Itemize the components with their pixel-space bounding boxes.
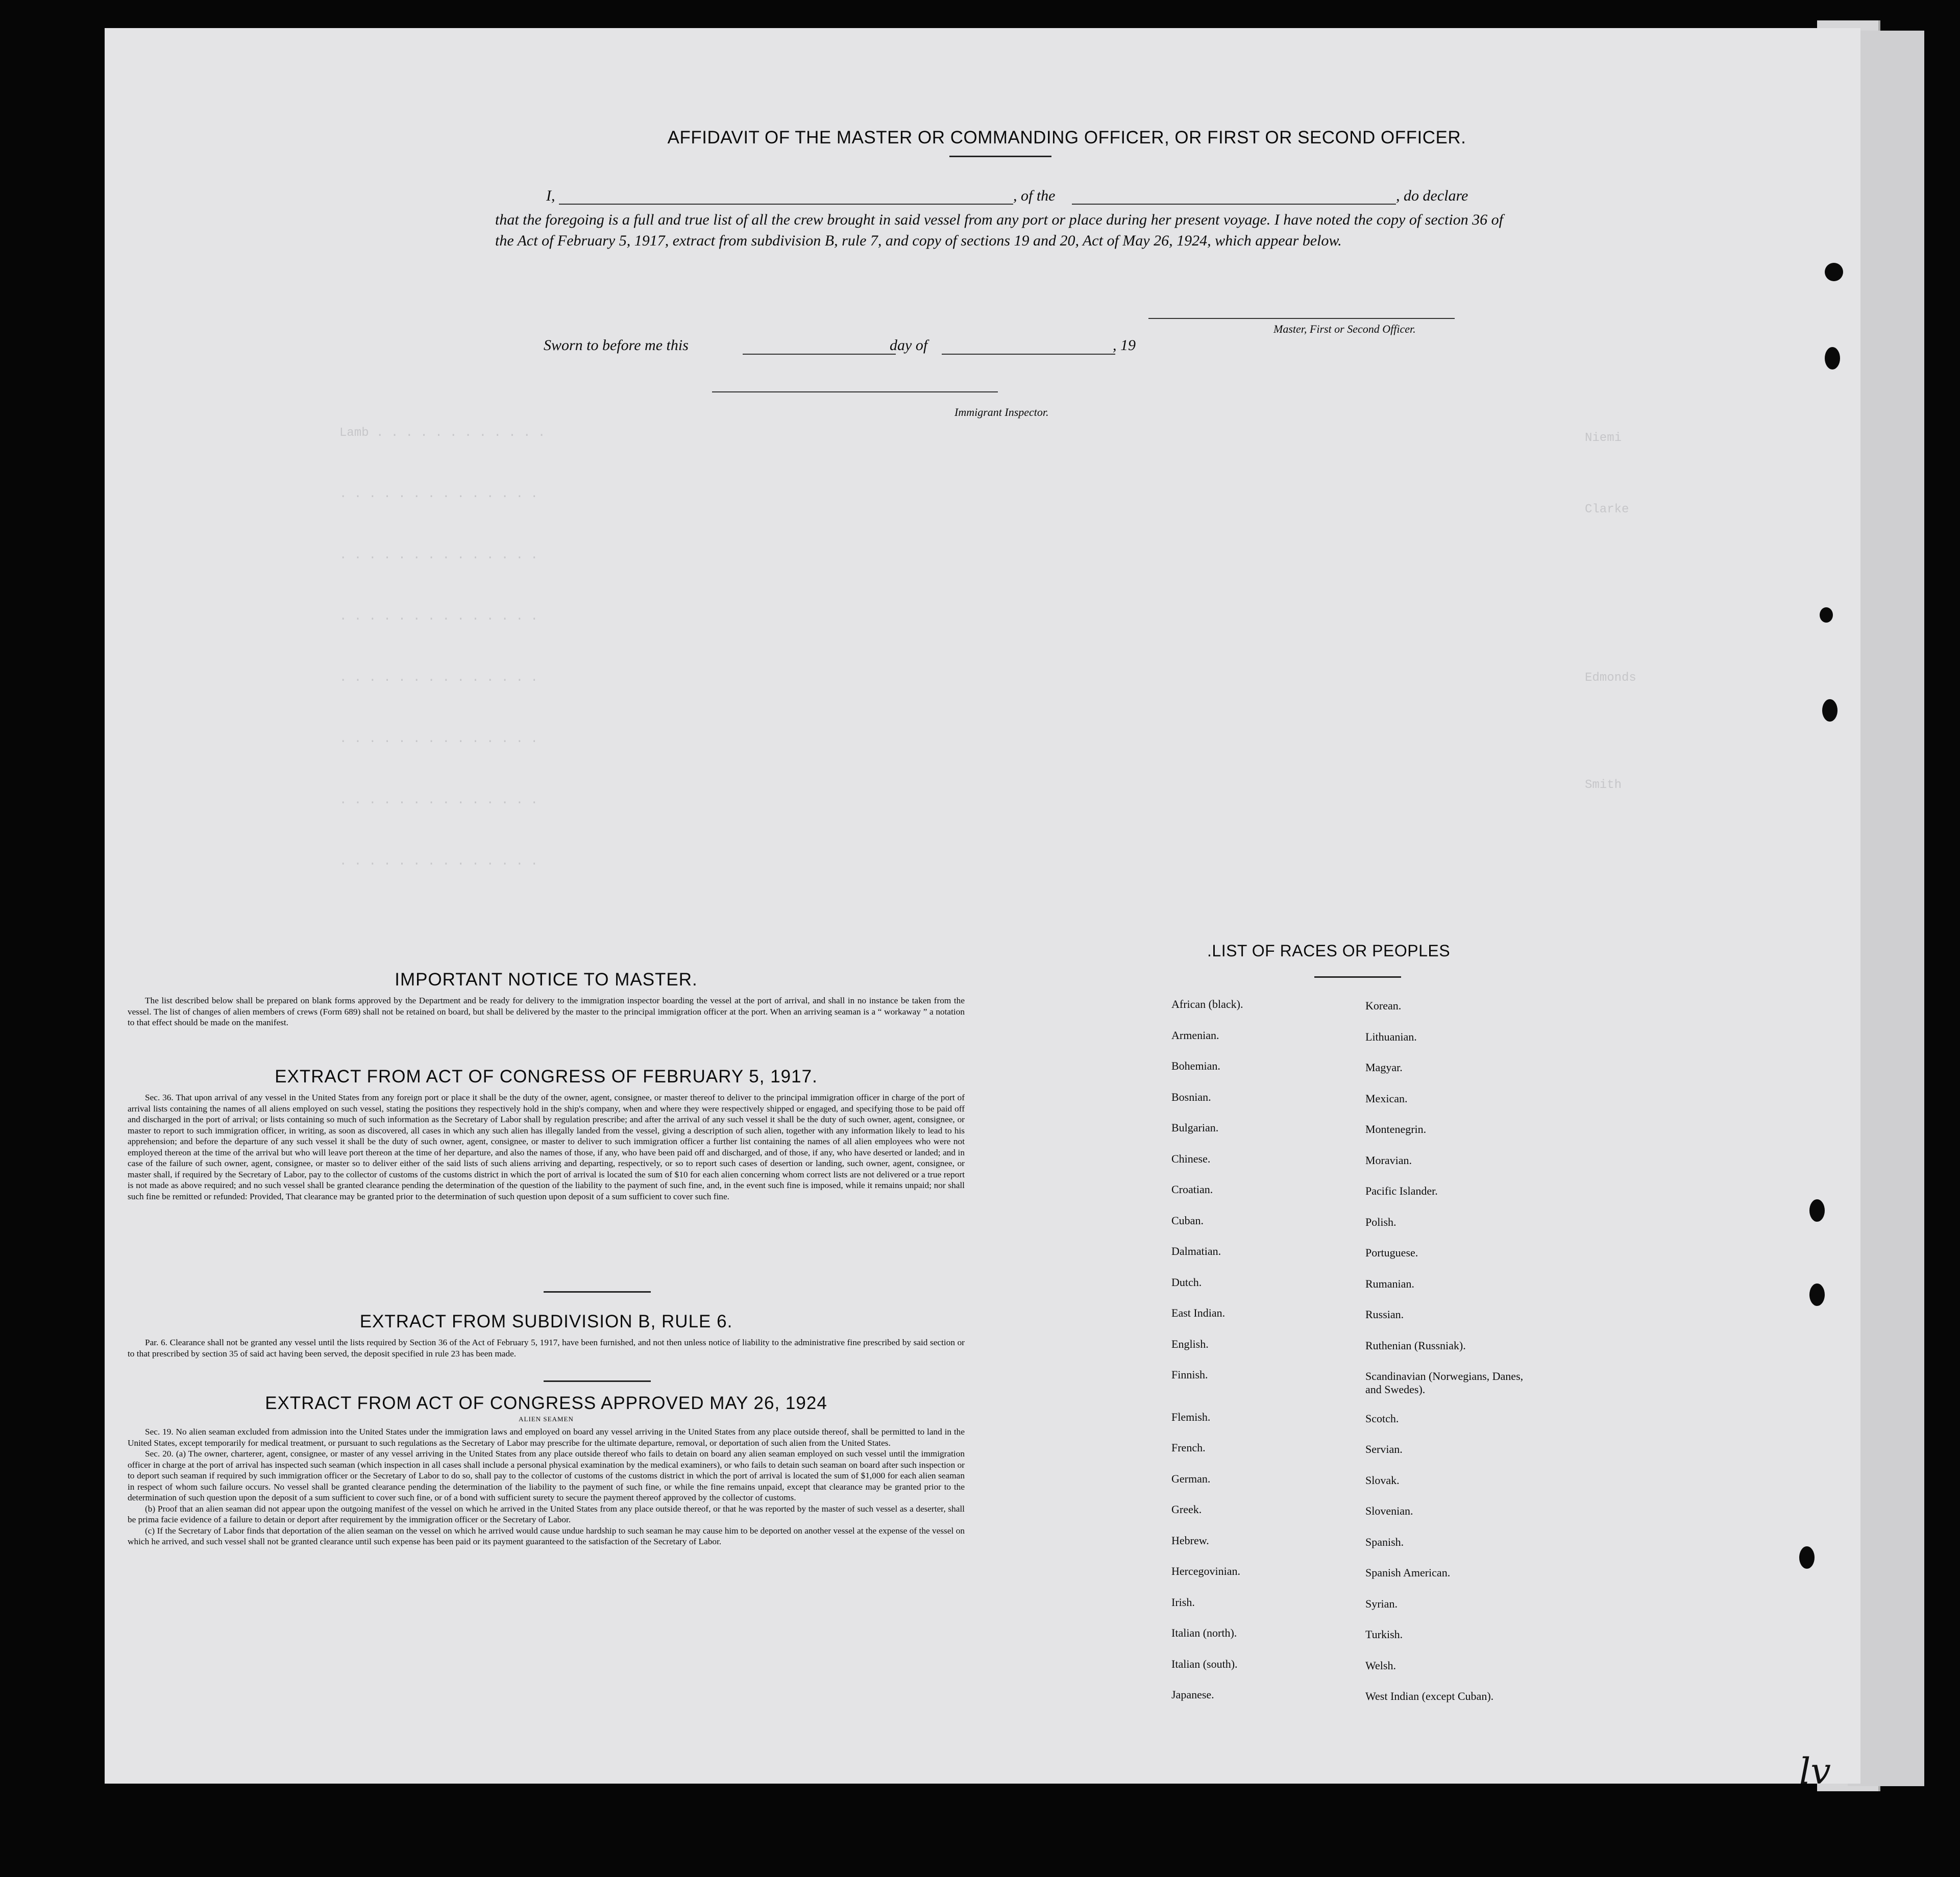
extract-1917-paragraph: Sec. 36. That upon arrival of any vessel in the United States from any foreign port or place it shall be the duty of the owner, agent, consignee, or master thereof to deliver to the principal immigration officer in charge of the port of arrival lists containing the names of all aliens employed on such vessel, stating the positions they respectively hold in the ship's company, when and where they were respectively shipped or engaged, and specifying those to be paid off and discharged in the port of arrival; or lists containing so much of such information as the Secretary of Labor shall by regulation prescribe; and after the arrival of any such vessel it shall be the duty of such owner, agent, consignee, or master to report to such immigration officer, in writing, as soon as discovered, all cases in which any such alien has illegally landed from the vessel, giving a description of such alien, together with any information likely to lead to his apprehension; and before the departure of any such vessel it shall be the duty of such owner, agent, consignee, or master to deliver to such immigration officer a further list containing the names of all alien employees who were not employed thereon at the time of the arrival but who will leave port thereon at the time of her departure, and also the names of those, if any, who have been paid off and discharged, and of those, if any, who have deserted or landed; and in case of the failure of such owner, agent, consignee, or master so to deliver either of the said lists of such aliens arriving and departing, respectively, or so to report such cases of desertion or landing, such owner, agent, consignee, or master shall, if required by the Secretary of Labor, pay to the collector of customs of the customs district in which the port of arrival is located the sum of $10 for each alien concerning whom correct lists are not delivered or a true report is not made as above required; and no such vessel shall be granted clearance pending the determination of the question of the liability to the payment of such fine, and, in the event such fine is imposed, while it remains unpaid; nor shall such fine be remitted or refunded: Provided, That clearance may be granted prior to the determination of such question upon deposit of a sum sufficient to cover such fine. [128, 1093, 965, 1201]
alien-seamen-label: ALIEN SEAMEN [519, 1415, 574, 1423]
race-item: French. [1171, 1441, 1206, 1454]
race-item: Spanish. [1365, 1535, 1404, 1548]
race-item: Cuban. [1171, 1214, 1204, 1227]
race-item: Greek. [1171, 1503, 1202, 1516]
extract-rule6-paragraph: Par. 6. Clearance shall not be granted any vessel until the lists required by Section 36 of the Act of February 5, 1917, have been furnished, and not then unless notice of liability to the administrative fine prescribed by said section or to that prescribed by section 35 of said act having been served, the deposit specified in rule 23 has been made. [128, 1338, 965, 1359]
race-item: Ruthenian (Russniak). [1365, 1339, 1466, 1352]
race-item: Japanese. [1171, 1688, 1214, 1701]
affidavit-line-start: I, [546, 187, 555, 204]
race-item: Armenian. [1171, 1028, 1219, 1042]
race-item: Slovenian. [1365, 1504, 1413, 1517]
inspector-signature-field[interactable] [712, 391, 998, 392]
sec20c-paragraph: (c) If the Secretary of Labor finds that deportation of the alien seaman on the vessel on which he arrived would cause undue hardship to such seaman he may cause him to be deported on another vessel at the expense of the vessel on which he arrived, and such vessel shall not be granted clearance until such expense has been paid or its payment guaranteed to the satisfaction of the Secretary of Labor. [128, 1525, 965, 1546]
punch-hole [1825, 263, 1843, 281]
year-label: , 19 [1113, 337, 1136, 354]
ghost-text: . . . . . . . . . . . . . . [339, 487, 538, 501]
extract-rule6-title: EXTRACT FROM SUBDIVISION B, RULE 6. [359, 1312, 733, 1331]
race-item: African (black). [1171, 998, 1243, 1010]
day-of-label: day of [890, 337, 928, 354]
notice-title: IMPORTANT NOTICE TO MASTER. [395, 970, 698, 990]
margin-mark: lv [1799, 1750, 1831, 1792]
race-item: Hebrew. [1171, 1534, 1209, 1547]
inspector-label: Immigrant Inspector. [954, 406, 1049, 418]
ghost-text: . . . . . . . . . . . . . . [339, 671, 538, 685]
name-field[interactable] [559, 204, 1013, 205]
race-item: Hercegovinian. [1171, 1565, 1240, 1577]
race-item: Syrian. [1365, 1597, 1398, 1610]
ghost-text: Smith [1585, 778, 1622, 792]
race-item: Magyar. [1365, 1061, 1403, 1074]
sec20a-paragraph: Sec. 20. (a) The owner, charterer, agent, consignee, or master of any vessel arriving in the United States from any place outside thereof who fails to detain on board any alien seaman employed on such vessel until the immigration officer in charge at the port of arrival has inspected such seaman (which inspection in all cases shall include a personal physical examination by the medical examiners), or who fails to detain such seaman on board after such inspection or to deport such seaman if required by such immigration officer or the Secretary of Labor to do so, shall pay to the collector of customs of the customs district in which the port of arrival is located the sum of $1,000 for each alien seaman in respect of whom such failure occurs. No vessel shall be granted clearance pending the determination of the liability to the payment of such fine, or while the fine remains unpaid, except that clearance may be granted prior to the determination of such question upon the deposit of a sum sufficient to cover such fine, or of a bond with sufficient surety to secure the payment thereof approved by the collector of customs. [128, 1449, 965, 1502]
notice-paragraph: The list described below shall be prepared on blank forms approved by the Department and be ready for delivery to the immigration inspector boarding the vessel at the port of arrival, and shall in no instance be taken from the vessel. The list of changes of alien members of crews (Form 689) shall not be retained on board, but shall be delivered by the master to the principal immigration officer at the port. When an arriving seaman is a “ workaway ” a notation to that effect should be made on the manifest. [128, 996, 965, 1027]
race-item: Montenegrin. [1365, 1123, 1427, 1135]
vessel-field[interactable] [1072, 204, 1396, 205]
race-item: East Indian. [1171, 1306, 1226, 1319]
punch-hole [1820, 607, 1833, 623]
ghost-text: Lamb . . . . . . . . . . . . [339, 426, 546, 440]
race-item: West Indian (except Cuban). [1365, 1690, 1494, 1702]
race-item: Finnish. [1171, 1368, 1208, 1381]
race-item: Italian (north). [1171, 1626, 1237, 1639]
race-item: Slovak. [1365, 1473, 1400, 1487]
race-item: Turkish. [1365, 1628, 1403, 1641]
race-item: Moravian. [1365, 1153, 1412, 1167]
race-item: Croatian. [1171, 1183, 1213, 1196]
races-title: .LIST OF RACES OR PEOPLES [1207, 942, 1451, 960]
manifest-page [105, 28, 1860, 1792]
extract-1924-text [128, 1426, 965, 1547]
race-item: Mexican. [1365, 1092, 1408, 1105]
punch-hole [1809, 1199, 1825, 1222]
race-item: Bosnian. [1171, 1090, 1211, 1103]
divider [949, 156, 1051, 157]
race-item: Servian. [1365, 1443, 1403, 1455]
master-signature-field[interactable] [1148, 318, 1455, 319]
ghost-text: . . . . . . . . . . . . . . [339, 855, 538, 869]
sec20b-paragraph: (b) Proof that an alien seaman did not appear upon the outgoing manifest of the vessel on which he arrived in the United States from any place outside thereof, or that he was reported by the master of such vessel as a deserter, shall be prima facie evidence of a failure to detain or deport after requirement by the immigration officer or the Secretary of Labor. [128, 1503, 965, 1524]
divider [1314, 976, 1401, 978]
ghost-text: Edmonds [1585, 671, 1636, 685]
race-item: Polish. [1365, 1215, 1396, 1228]
ghost-text: . . . . . . . . . . . . . . [339, 549, 538, 562]
punch-hole [1799, 1546, 1815, 1569]
notice-text [128, 995, 965, 1028]
sworn-label: Sworn to before me this [544, 337, 689, 354]
affidavit-line-mid: , of the [1013, 187, 1056, 204]
punch-hole [1825, 347, 1840, 369]
race-item: Welsh. [1365, 1659, 1396, 1672]
race-item: Pacific Islander. [1365, 1184, 1438, 1197]
race-item: Scotch. [1365, 1412, 1399, 1425]
race-item: Rumanian. [1365, 1277, 1414, 1290]
race-item: Korean. [1365, 999, 1402, 1012]
divider [544, 1380, 651, 1382]
extract-1917-title: EXTRACT FROM ACT OF CONGRESS OF FEBRUARY 5, 1917. [275, 1067, 818, 1086]
race-item: Flemish. [1171, 1410, 1211, 1423]
race-item: Italian (south). [1171, 1657, 1238, 1670]
day-field[interactable] [743, 354, 896, 355]
affidavit-line-end: , do declare [1396, 187, 1468, 204]
race-item: Portuguese. [1365, 1246, 1418, 1259]
race-item: Dutch. [1171, 1275, 1202, 1289]
race-item: Russian. [1365, 1308, 1404, 1321]
race-item: Bulgarian. [1171, 1121, 1219, 1134]
race-item: Spanish American. [1365, 1566, 1451, 1579]
ghost-text: . . . . . . . . . . . . . . [339, 610, 538, 624]
race-item: Irish. [1171, 1595, 1195, 1609]
race-item: German. [1171, 1472, 1211, 1485]
master-label: Master, First or Second Officer. [1273, 323, 1416, 335]
ghost-text: Niemi [1585, 431, 1622, 445]
ghost-text: . . . . . . . . . . . . . . [339, 794, 538, 807]
race-item: Bohemian. [1171, 1059, 1220, 1072]
punch-hole [1822, 699, 1837, 722]
extract-1917-text [128, 1092, 965, 1202]
race-item: Chinese. [1171, 1152, 1211, 1165]
race-item: Lithuanian. [1365, 1030, 1417, 1043]
affidavit-title: AFFIDAVIT OF THE MASTER OR COMMANDING OFFICER, OR FIRST OR SECOND OFFICER. [667, 128, 1466, 147]
race-item: Scandinavian (Norwegians, Danes, and Swedes). [1365, 1370, 1524, 1396]
divider [544, 1291, 651, 1293]
extract-1924-title: EXTRACT FROM ACT OF CONGRESS APPROVED MAY 26, 1924 [265, 1393, 827, 1413]
punch-hole [1809, 1283, 1825, 1306]
ghost-text: Clarke [1585, 503, 1629, 516]
race-item: Dalmatian. [1171, 1245, 1221, 1257]
sec19-paragraph: Sec. 19. No alien seaman excluded from admission into the United States under the immigration laws and employed on board any vessel arriving in the United States from any place outside thereof, shall be permitted to land in the United States, except temporarily for medical treatment, or pursuant to such regulations as the Secretary of Labor may prescribe for the ultimate departure, removal, or deportation of such alien from the United States. [128, 1427, 965, 1448]
month-field[interactable] [942, 354, 1115, 355]
ghost-text: . . . . . . . . . . . . . . [339, 732, 538, 746]
affidavit-body: that the foregoing is a full and true list of all the crew brought in said vessel from any port or place during her present voyage. I have noted the copy of section 36 of the Act of February 5, 1917, extract from subdivision B, rule 7, and copy of sections 19 and 20, Act of May 26, 1924, which appear below. [495, 211, 1503, 249]
race-item: English. [1171, 1337, 1209, 1350]
extract-rule6-text [128, 1337, 965, 1359]
